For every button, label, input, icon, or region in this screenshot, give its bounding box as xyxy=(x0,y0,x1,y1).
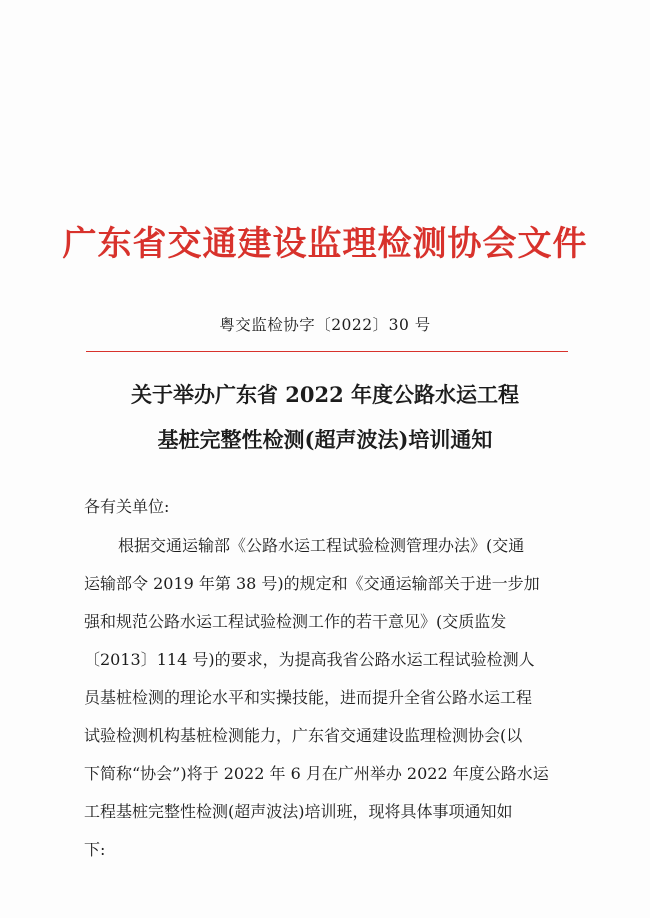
body-paragraph-line: 下: xyxy=(84,840,106,859)
body-paragraph-line: 工程基桩完整性检测(超声波法)培训班，现将具体事项通知如 xyxy=(84,802,513,821)
body-paragraph-line: 〔2013〕114 号)的要求，为提高我省公路水运工程试验检测人 xyxy=(84,650,535,669)
salutation: 各有关单位: xyxy=(84,497,170,516)
subject-title-line-1: 关于举办广东省 2022 年度公路水运工程 xyxy=(130,382,520,407)
body-paragraph-line: 试验检测机构基桩检测能力，广东省交通建设监理检测协会(以 xyxy=(84,726,523,745)
document-header-title: 广东省交通建设监理检测协会文件 xyxy=(62,224,588,264)
body-paragraph-line: 运输部令 2019 年第 38 号)的规定和《交通运输部关于进一步加 xyxy=(84,574,540,593)
document-number: 粤交监检协字〔2022〕30 号 xyxy=(219,316,431,334)
body-paragraph-line: 根据交通运输部《公路水运工程试验检测管理办法》(交通 xyxy=(118,536,525,555)
body-paragraph-line: 下简称“协会”)将于 2022 年 6 月在广州举办 2022 年度公路水运 xyxy=(84,764,549,783)
body-paragraph-line: 强和规范公路水运工程试验检测工作的若干意见》(交质监发 xyxy=(84,612,507,631)
header-divider xyxy=(86,351,568,352)
subject-title-line-2: 基桩完整性检测(超声波法)培训通知 xyxy=(157,427,493,452)
body-paragraph-line: 员基桩检测的理论水平和实操技能，进而提升全省公路水运工程 xyxy=(84,688,533,707)
